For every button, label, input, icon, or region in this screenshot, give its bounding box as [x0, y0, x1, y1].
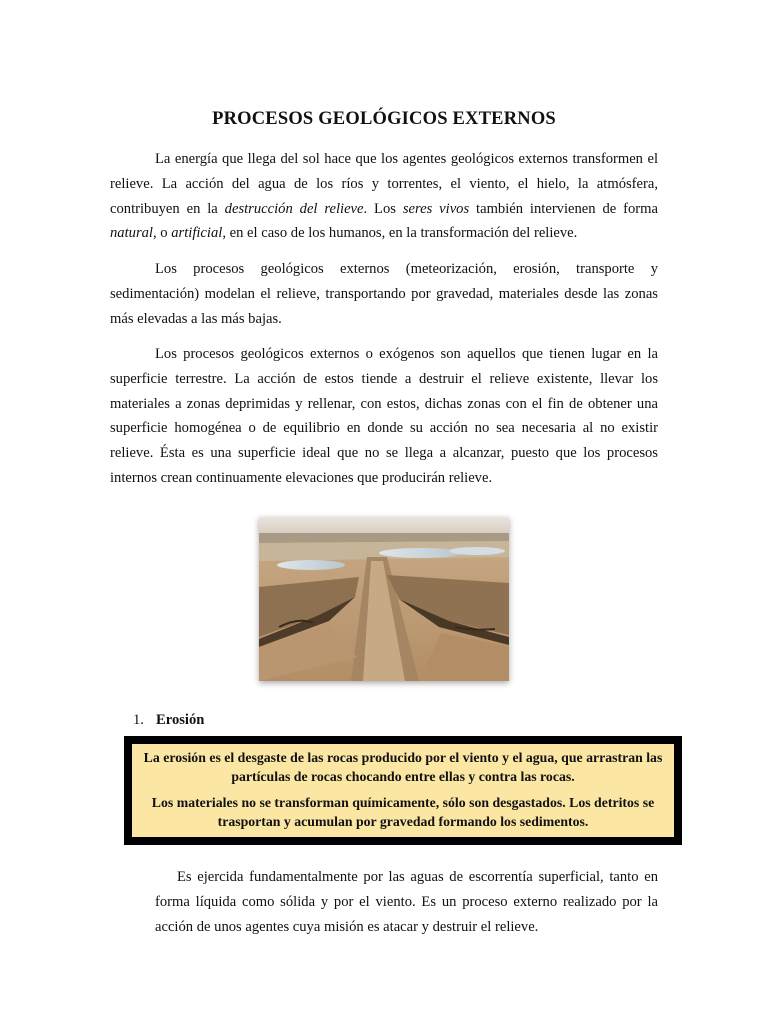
- paragraph-exogenous: Los procesos geológicos externos o exógenos son aquellos que tienen lugar en la superficie terrestre. La acción de estos tiende a destruir el relieve existente, llevar los materiales a zonas deprimidas y rellenar, con estos, dichas zonas con el fin de obtener una superficie homogénea o de equilibrio en donde su acción no sea necesaria al no existir relieve. Ésta es una superficie ideal que no se llega a alcanzar, puesto que los procesos internos crean continuamente elevaciones que producirán relieve.: [110, 346, 658, 486]
- intro-text-1: La energía que llega del sol hace que los agentes geológicos externos transformen el relieve. La acción del agua de los ríos y torrentes, el viento, el hielo, la atmósfera, contribuyen en la: [110, 151, 658, 217]
- paragraph-erosion-agents: [155, 865, 658, 940]
- intro-emphasis-destruccion: destrucción del relieve: [224, 200, 364, 217]
- intro-paragraph: [110, 147, 658, 246]
- landscape-illustration: [259, 517, 509, 681]
- intro-text-4: , o: [152, 225, 172, 242]
- intro-text-2: . Los: [363, 200, 403, 217]
- definition-box: [124, 736, 682, 845]
- section-title: Erosión: [156, 712, 205, 728]
- section-erosion-heading: [133, 712, 204, 729]
- page-title: PROCESOS GEOLÓGICOS EXTERNOS: [212, 109, 556, 129]
- intro-text-3: también intervienen de forma: [469, 200, 658, 217]
- paragraph-processes: Los procesos geológicos externos (meteorización, erosión, transporte y sedimentación) modelan el relieve, transportando por gravedad, materiales desde las zonas más elevadas a las más bajas.: [110, 261, 658, 327]
- intro-text-5: , en el caso de los humanos, en la transformación del relieve.: [222, 225, 578, 242]
- eroded-landscape-photo: [259, 517, 509, 681]
- intro-emphasis-natural: natural: [110, 225, 153, 242]
- definition-line-2: Los materiales no se transforman químicamente, sólo son desgastados. Los detritos se trasportan y acumulan por gravedad formando los sedimentos.: [151, 795, 655, 829]
- section-number: 1.: [133, 712, 144, 728]
- definition-line-1: La erosión es el desgaste de las rocas producido por el viento y el agua, que arrastran las partículas de rocas chocando entre ellas y contra las rocas.: [143, 750, 663, 784]
- intro-emphasis-seres-vivos: seres vivos: [402, 200, 470, 217]
- paragraph-erosion-text: Es ejercida fundamentalmente por las aguas de escorrentía superficial, tanto en forma líquida como sólida y por el viento. Es un proceso externo realizado por la acción de unos agentes cuya misión es atacar y destruir el relieve.: [155, 869, 658, 935]
- intro-emphasis-artificial: artificial: [171, 225, 223, 242]
